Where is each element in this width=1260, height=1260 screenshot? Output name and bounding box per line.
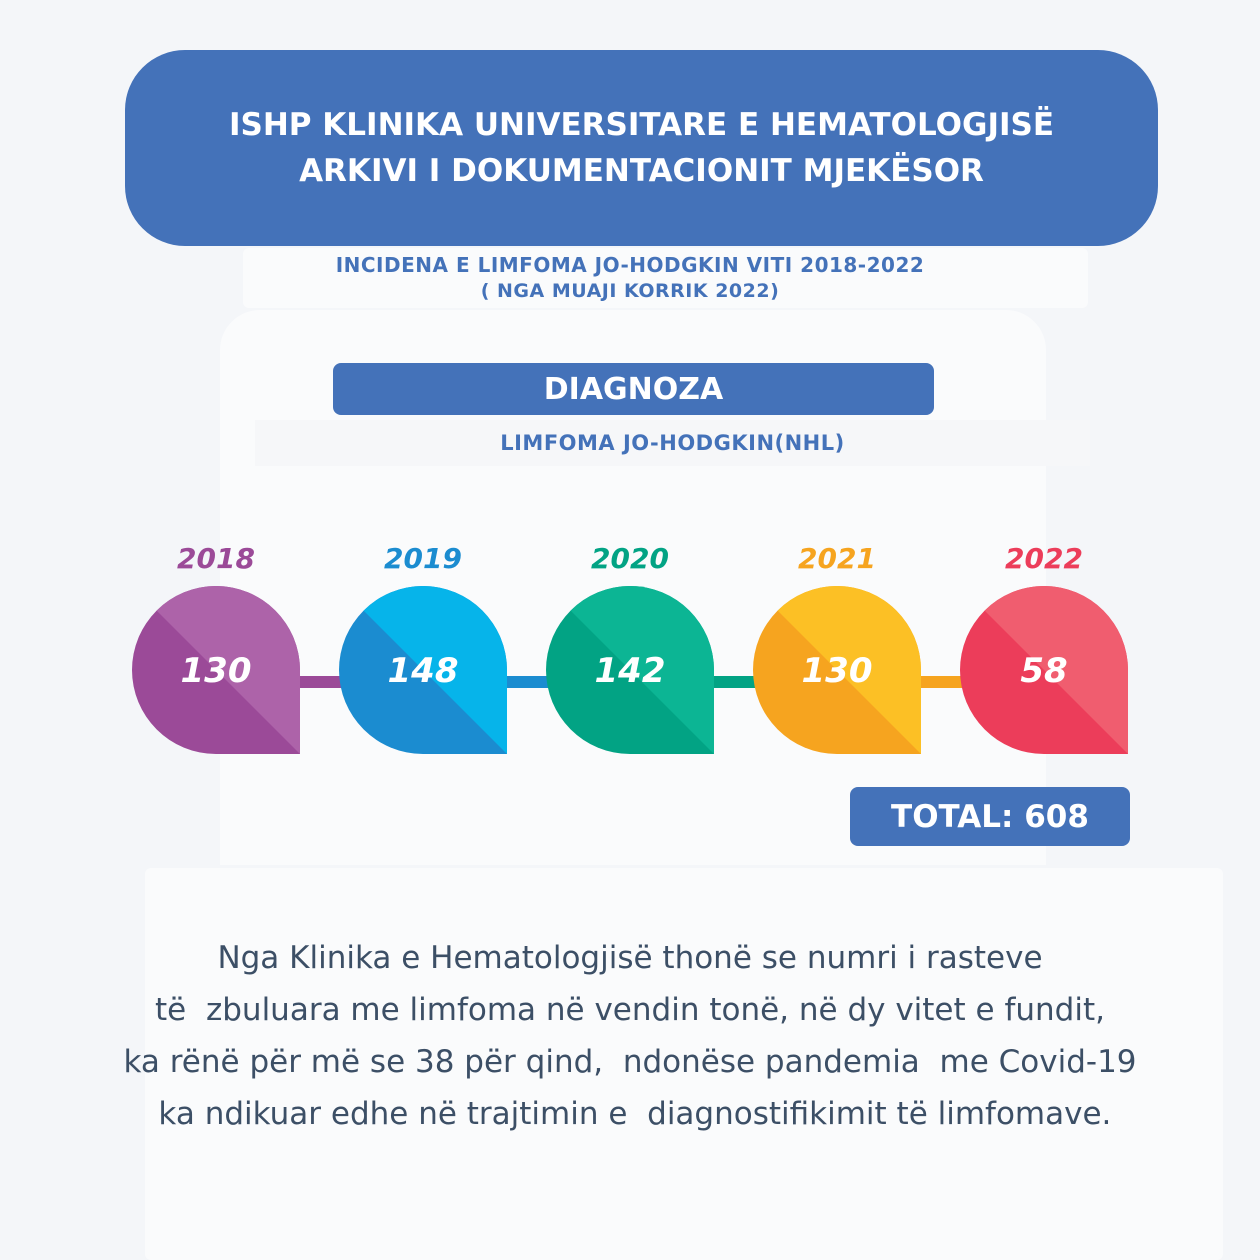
header-title-line2: ARKIVI I DOKUMENTACIONIT MJEKËSOR: [299, 153, 984, 189]
total-badge: TOTAL: 608: [850, 787, 1130, 846]
summary-line: të zbuluara me limfoma në vendin tonë, në dy vitet e fundit,: [155, 992, 1105, 1028]
diagnosis-value: LIMFOMA JO-HODGKIN(NHL): [255, 420, 1090, 466]
summary-line: Nga Klinika e Hematologjisë thonë se numri i rasteve: [217, 940, 1043, 976]
year-marker: [462, 520, 798, 770]
bar-value-label: 142: [594, 651, 666, 691]
year-label: 2021: [798, 542, 876, 575]
year-label: 2019: [384, 542, 462, 575]
year-label: 2022: [1005, 542, 1083, 575]
page-header: [125, 50, 1158, 246]
diagnosis-label: DIAGNOZA: [333, 363, 934, 415]
bar-value-label: 148: [387, 651, 459, 691]
year-marker: [669, 520, 1005, 770]
summary-line: ka rënë për më se 38 për qind, ndonëse pandemia me Covid-19: [123, 1044, 1137, 1080]
year-marker: [876, 520, 1212, 770]
bar-value-label: 58: [1020, 651, 1068, 691]
bar-value-label: 130: [180, 651, 252, 691]
year-label: 2018: [177, 542, 255, 575]
chart-subtitle-note: ( NGA MUAJI KORRIK 2022): [480, 280, 780, 302]
year-marker: [48, 520, 384, 770]
year-label: 2020: [591, 542, 669, 575]
summary-line: ka ndikuar edhe në trajtimin e diagnostifikimit të limfomave.: [148, 1096, 1112, 1132]
incidence-timeline-chart: [0, 520, 1260, 770]
chart-subtitle: INCIDENA E LIMFOMA JO-HODGKIN VITI 2018-2022: [335, 253, 925, 277]
header-title-line1: ISHP KLINIKA UNIVERSITARE E HEMATOLOGJISË: [228, 107, 1055, 143]
bar-value-label: 130: [801, 651, 873, 691]
year-marker: [255, 520, 591, 770]
summary-paragraph: [60, 932, 1200, 1140]
